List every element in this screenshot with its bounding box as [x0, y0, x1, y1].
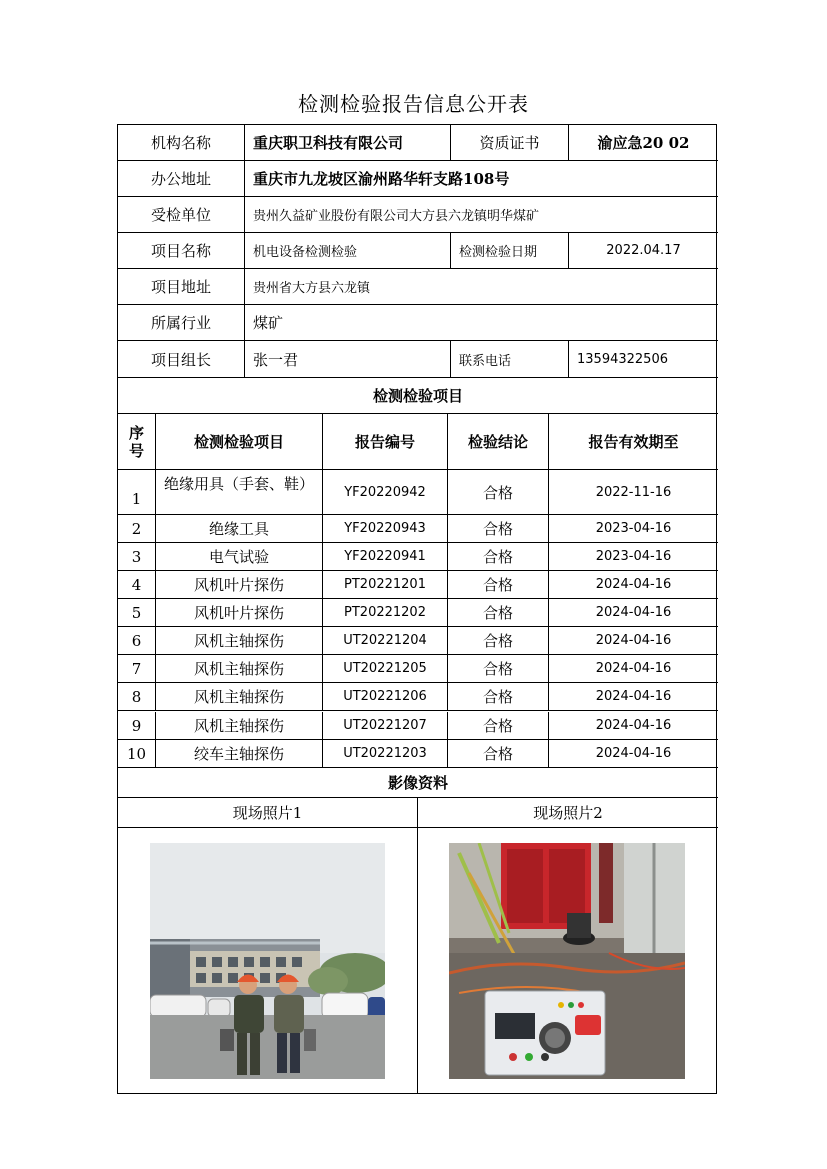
item-seq-9: 9 [118, 712, 156, 740]
item-result-6: 合格 [448, 627, 549, 655]
item-item-6: 风机主轴探伤 [156, 627, 323, 655]
item-seq-10: 10 [118, 740, 156, 768]
item-seq-1: 1 [118, 470, 156, 515]
item-seq-4: 4 [118, 571, 156, 599]
item-result-5: 合格 [448, 599, 549, 627]
item-result-4: 合格 [448, 571, 549, 599]
item-result-10: 合格 [448, 740, 549, 768]
address-value: 重庆市九龙坡区渝州路华轩支路108号 [245, 161, 718, 197]
item-report-2: YF20220943 [323, 515, 448, 543]
date-value: 2022.04.17 [569, 233, 718, 269]
report-table [117, 124, 717, 1094]
header-item: 检测检验项目 [156, 414, 323, 470]
item-report-8: UT20221206 [323, 683, 448, 711]
item-report-1: YF20220942 [323, 470, 448, 515]
client-label: 受检单位 [118, 197, 245, 233]
item-report-3: YF20220941 [323, 543, 448, 571]
industry-value: 煤矿 [245, 305, 718, 341]
site-photo-1 [150, 843, 385, 1079]
cert-value: 渝应急20 02 [569, 125, 718, 161]
item-seq-6: 6 [118, 627, 156, 655]
item-item-7: 风机主轴探伤 [156, 655, 323, 683]
phone-label: 联系电话 [451, 341, 569, 378]
item-valid-3: 2023-04-16 [549, 543, 718, 571]
item-report-5: PT20221202 [323, 599, 448, 627]
item-item-10: 绞车主轴探伤 [156, 740, 323, 768]
phone-value: 13594322506 [569, 341, 718, 378]
item-valid-8: 2024-04-16 [549, 683, 718, 711]
item-result-2: 合格 [448, 515, 549, 543]
cert-label: 资质证书 [451, 125, 569, 161]
site-label: 项目地址 [118, 269, 245, 305]
site-photo-2 [449, 843, 685, 1079]
item-result-7: 合格 [448, 655, 549, 683]
item-valid-4: 2024-04-16 [549, 571, 718, 599]
header-report: 报告编号 [323, 414, 448, 470]
item-valid-7: 2024-04-16 [549, 655, 718, 683]
item-item-2: 绝缘工具 [156, 515, 323, 543]
item-result-9: 合格 [448, 712, 549, 740]
photo2-label: 现场照片2 [418, 798, 718, 828]
item-valid-1: 2022-11-16 [549, 470, 718, 515]
item-item-9: 风机主轴探伤 [156, 712, 323, 740]
item-seq-5: 5 [118, 599, 156, 627]
header-valid: 报告有效期至 [549, 414, 718, 470]
item-report-6: UT20221204 [323, 627, 448, 655]
project-label: 项目名称 [118, 233, 245, 269]
address-label: 办公地址 [118, 161, 245, 197]
item-valid-2: 2023-04-16 [549, 515, 718, 543]
project-value: 机电设备检测检验 [245, 233, 451, 269]
site-value: 贵州省大方县六龙镇 [245, 269, 718, 305]
media-section-title: 影像资料 [118, 768, 718, 798]
item-report-9: UT20221207 [323, 712, 448, 740]
item-item-5: 风机叶片探伤 [156, 599, 323, 627]
items-section-title: 检测检验项目 [118, 378, 718, 414]
item-seq-3: 3 [118, 543, 156, 571]
header-seq: 序号 [118, 414, 156, 470]
item-seq-8: 8 [118, 683, 156, 711]
leader-label: 项目组长 [118, 341, 245, 378]
client-value: 贵州久益矿业股份有限公司大方县六龙镇明华煤矿 [245, 197, 718, 233]
item-valid-10: 2024-04-16 [549, 740, 718, 768]
org-value: 重庆职卫科技有限公司 [245, 125, 451, 161]
item-item-4: 风机叶片探伤 [156, 571, 323, 599]
item-valid-9: 2024-04-16 [549, 712, 718, 740]
header-result: 检验结论 [448, 414, 549, 470]
item-valid-6: 2024-04-16 [549, 627, 718, 655]
org-label: 机构名称 [118, 125, 245, 161]
item-report-7: UT20221205 [323, 655, 448, 683]
industry-label: 所属行业 [118, 305, 245, 341]
item-item-8: 风机主轴探伤 [156, 683, 323, 711]
item-result-3: 合格 [448, 543, 549, 571]
item-seq-2: 2 [118, 515, 156, 543]
item-report-10: UT20221203 [323, 740, 448, 768]
item-result-1: 合格 [448, 470, 549, 515]
item-item-3: 电气试验 [156, 543, 323, 571]
item-seq-7: 7 [118, 655, 156, 683]
item-valid-5: 2024-04-16 [549, 599, 718, 627]
item-item-1: 绝缘用具（手套、鞋） [156, 470, 323, 515]
date-label: 检测检验日期 [451, 233, 569, 269]
item-report-4: PT20221201 [323, 571, 448, 599]
photo1-label: 现场照片1 [118, 798, 418, 828]
page-title: 检测检验报告信息公开表 [298, 92, 529, 116]
item-result-8: 合格 [448, 683, 549, 711]
leader-value: 张一君 [245, 341, 451, 378]
